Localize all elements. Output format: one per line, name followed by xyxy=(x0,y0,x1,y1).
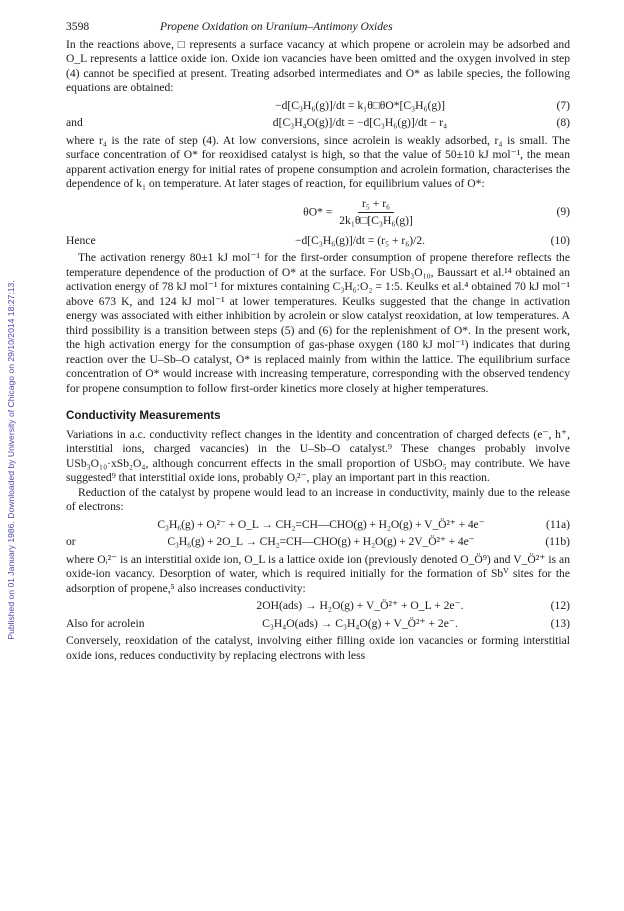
equation-11b-body: C₃H₆(g) + 2O_L → CH₂=CH—CHO(g) + H₂O(g) + 2V_Ö²⁺ + 4e⁻ xyxy=(167,535,475,548)
equation-9-number: (9) xyxy=(556,205,570,219)
equation-7-body: −d[C₃H₆(g)]/dt = k₁θ□θO*[C₃H₆(g)] xyxy=(275,98,445,112)
equation-12 xyxy=(66,599,570,614)
equation-9 xyxy=(66,197,570,229)
equation-10 xyxy=(66,234,570,249)
equation-13 xyxy=(66,617,570,632)
equation-9-fraction xyxy=(335,197,417,229)
equation-11a-body: C₃H₆(g) + Oᵢ²⁻ + O_L → CH₂=CH—CHO(g) + H₂O(g) + V_Ö²⁺ + 4e⁻ xyxy=(157,517,485,531)
equation-7 xyxy=(66,99,570,114)
equation-7-number: (7) xyxy=(556,98,570,112)
section-title: Conductivity Measurements xyxy=(66,409,221,422)
paragraph-7: Conversely, reoxidation of the catalyst, involving either filling oxide ion vacancies or forming interstitial oxide ions, reduces conductivity by replacing electrons with less xyxy=(66,634,570,662)
page-number: 3598 xyxy=(66,20,90,33)
paragraph-5: Reduction of the catalyst by propene would lead to an increase in conductivity, mainly due to the release of electrons: xyxy=(66,485,570,513)
equation-12-body: 2OH(ads) → H₂O(g) + V_Ö²⁺ + O_L + 2e⁻. xyxy=(256,599,464,612)
running-head xyxy=(66,20,570,35)
equation-10-lead: Hence xyxy=(66,233,96,247)
equation-9-lhs: θO* = xyxy=(303,205,333,219)
paragraph-1: In the reactions above, □ represents a surface vacancy at which propene or acrolein may be adsorbed and O_L represents a lattice oxide ion. Oxide ion vacancies have been omitted and the oxygen involved in step (4) cannot be specified at present. Treating adsorbed intermediates and O* as labile species, the following equations are obtained: xyxy=(66,37,570,94)
paragraph-3: The activation renergy 80±1 kJ mol⁻¹ for the first-order consumption of propene therefore reflects the temperature dependence of the production of O* at the surface. For USb₃O₁₀, Baussart et al.¹⁴ obtained an activation energy of 78 kJ mol⁻¹ for mixtures containing C₃H₆:O₂ = 1:5. Keulks et al.⁴ obtained 70 kJ mol⁻¹ above 673 K, and 124 kJ mol⁻¹ at lower temperatures. Keulks suggested that the change in activation energy was associated with either inhibition by acrolein or slow catalyst reoxidation, at low temperatures. A third possibility is a transition between steps (5) and (6) for the replenishment of O*. In the present work, the high activation energy for the consumption of gas-phase oxygen (180 kJ mol⁻¹) indicates that during reaction over the U–Sb–O catalyst, O* is replaced mainly from within the lattice. The equilibrium surface concentration of O* would increase with increasing temperature, corresponding with the observed tendency for propene consumption to follow first-order kinetics more closely at higher temperatures. xyxy=(66,251,570,395)
equation-13-body: C₃H₄O(ads) → C₃H₄O(g) + V_Ö²⁺ + 2e⁻. xyxy=(262,616,458,630)
equation-8-body: d[C₃H₄O(g)]/dt = −d[C₃H₆(g)]/dt − r₄ xyxy=(272,116,448,129)
running-title: Propene Oxidation on Uranium–Antimony Oxides xyxy=(160,20,393,33)
download-notice-sidebar xyxy=(4,60,18,860)
equation-11b-lead: or xyxy=(66,535,76,548)
paragraph-2: where r₄ is the rate of step (4). At low conversions, since acrolein is weakly adsorbed, r₄ is small. The surface concentration of O* for reoxidised catalyst is high, so that the value of 50±10 kJ mol⁻¹, the mean apparent activation energy for initial rates of propene consumption and acrolein formation, characterises the dependence of k₁ on temperature. At later stages of reaction, for equilibrium values of O*: xyxy=(66,133,570,190)
equation-12-number: (12) xyxy=(550,599,570,612)
equation-10-body: −d[C₃H₆(g)]/dt = (r₅ + r₆)/2. xyxy=(294,233,426,247)
journal-page xyxy=(66,20,570,663)
equation-11a xyxy=(66,518,570,533)
equation-13-number: (13) xyxy=(550,616,570,630)
equation-10-number: (10) xyxy=(550,233,570,247)
equation-11a-number: (11a) xyxy=(545,517,570,531)
equation-8 xyxy=(66,116,570,131)
equation-9-numerator: r₅ + r₆ xyxy=(358,197,394,214)
equation-9-denominator: 2k₁θ□[C₃H₆(g)] xyxy=(339,214,413,227)
paragraph-6: where Oᵢ²⁻ is an interstitial oxide ion, O_L is a lattice oxide ion (previously denoted O_Ö⁹) and V_Ö²⁺ is an oxide-ion vacancy. Desorption of water, which is required initially for the formation of Sbⱽ sites for the adsorption of propene,⁵ also increases conductivity: xyxy=(66,552,570,595)
download-notice: Published on 01 January 1986. Downloaded by University of Chicago on 29/10/2014 18:27:13. xyxy=(6,280,16,640)
equation-8-lead: and xyxy=(66,116,83,129)
equation-8-number: (8) xyxy=(556,116,570,129)
paragraph-4: Variations in a.c. conductivity reflect changes in the identity and concentration of charged defects (e⁻, h⁺, interstitial ions, charged vacancies) in the U–Sb–O catalyst.⁹ These changes probably involve USb₃O₁₀·xSb₂O₄, although concurrent effects in the small proportion of USbO₅ may contribute. We have suggested⁹ that interstitial oxide ions, probably Oᵢ²⁻, play an important part in this reaction. xyxy=(66,427,570,484)
equation-11b-number: (11b) xyxy=(545,535,570,548)
equation-13-lead: Also for acrolein xyxy=(66,616,145,630)
equation-11b xyxy=(66,535,570,550)
